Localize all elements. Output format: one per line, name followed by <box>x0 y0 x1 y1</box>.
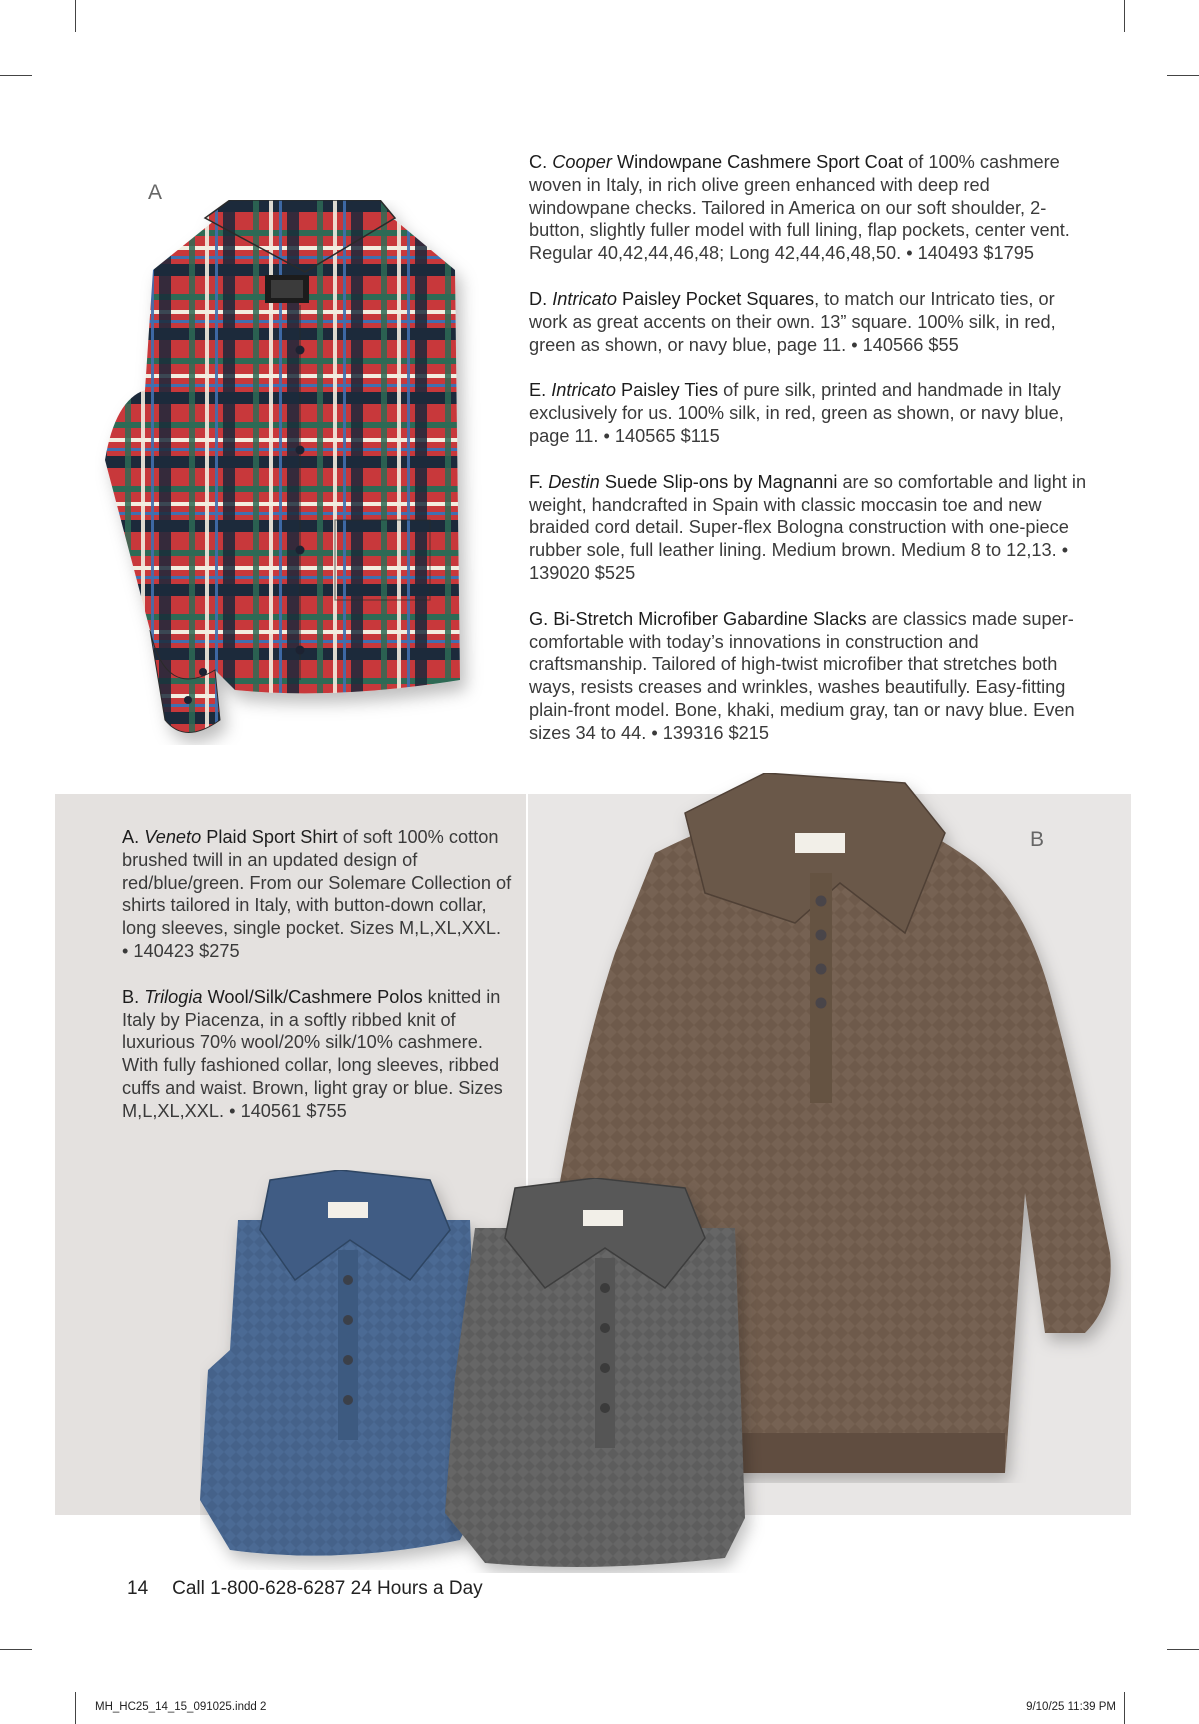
gray-polo-image <box>445 1178 765 1573</box>
crop-mark <box>1124 0 1125 32</box>
slug-filename: MH_HC25_14_15_091025.indd 2 <box>95 1701 267 1713</box>
page-footer <box>127 1578 483 1600</box>
product-e: E. Intricato Paisley Ties of pure silk, printed and handmade in Italy exclusively for us. 100% silk, in red, green as shown, or navy blue, page 11. • 140565 $115 <box>529 380 1064 446</box>
product-c: C. Cooper Windowpane Cashmere Sport Coat of 100% cashmere woven in Italy, in rich olive green enhanced with deep red windowpane checks. Tailored in America on our soft shoulder, 2-button, slightly fuller model with full lining, flap pockets, center vent. Regular 40,42,44,46,48; Long 42,44,46,48,50. • 140493 $1795 <box>529 152 1070 264</box>
crop-mark <box>75 1692 76 1724</box>
crop-mark <box>0 75 32 76</box>
slug-date: 9/10/25 11:39 PM <box>1026 1701 1116 1713</box>
crop-mark <box>0 1649 32 1650</box>
product-copy-left <box>122 826 512 1146</box>
page-number: 14 <box>127 1578 149 1599</box>
product-b: B. Trilogia Wool/Silk/Cashmere Polos knitted in Italy by Piacenza, in a softly ribbed knit of luxurious 70% wool/20% silk/10% cashmere. With fully fashioned collar, long sleeves, ribbed cuffs and waist. Brown, light gray or blue. Sizes M,L,XL,XXL. • 140561 $755 <box>122 986 503 1121</box>
phone-line: Call 1-800-628-6287 24 Hours a Day <box>172 1578 483 1599</box>
photo-label-b: B <box>1030 828 1045 851</box>
product-copy-right <box>529 151 1089 768</box>
product-d: D. Intricato Paisley Pocket Squares, to match our Intricato ties, or work as great accents on their own. 13” square. 100% silk, in red, green as shown, or navy blue, page 11. • 140566 $55 <box>529 288 1056 355</box>
plaid-shirt-image <box>95 200 495 745</box>
product-a: A. Veneto Plaid Sport Shirt of soft 100% cotton brushed twill in an updated design of red/blue/green. From our Solemare Collection of shirts tailored in Italy, with button-down collar, long sleeves, single pocket. Sizes M,L,XL,XXL. • 140423 $275 <box>122 827 512 961</box>
product-f: F. Destin Suede Slip-ons by Magnanni are so comfortable and light in weight, handcrafted in Spain with classic moccasin toe and new braided cord detail. Super-flex Bologna construction with one-piece rubber sole, full leather lining. Medium brown. Medium 8 to 12,13. • 139020 $525 <box>529 471 1087 583</box>
product-g: G. Bi-Stretch Microfiber Gabardine Slacks are classics made super-comfortable with today’s innovations in construction and craftsmanship. Tailored of high-twist microfiber that stretches both ways, resists creases and wrinkles, washes beautifully. Easy-fitting plain-front model. Bone, khaki, medium gray, tan or navy blue. Even sizes 34 to 44. • 139316 $215 <box>529 608 1075 743</box>
photo-label-a: A <box>148 181 163 204</box>
crop-mark <box>1167 1649 1199 1650</box>
crop-mark <box>1167 75 1199 76</box>
crop-mark <box>1124 1692 1125 1724</box>
crop-mark <box>75 0 76 32</box>
